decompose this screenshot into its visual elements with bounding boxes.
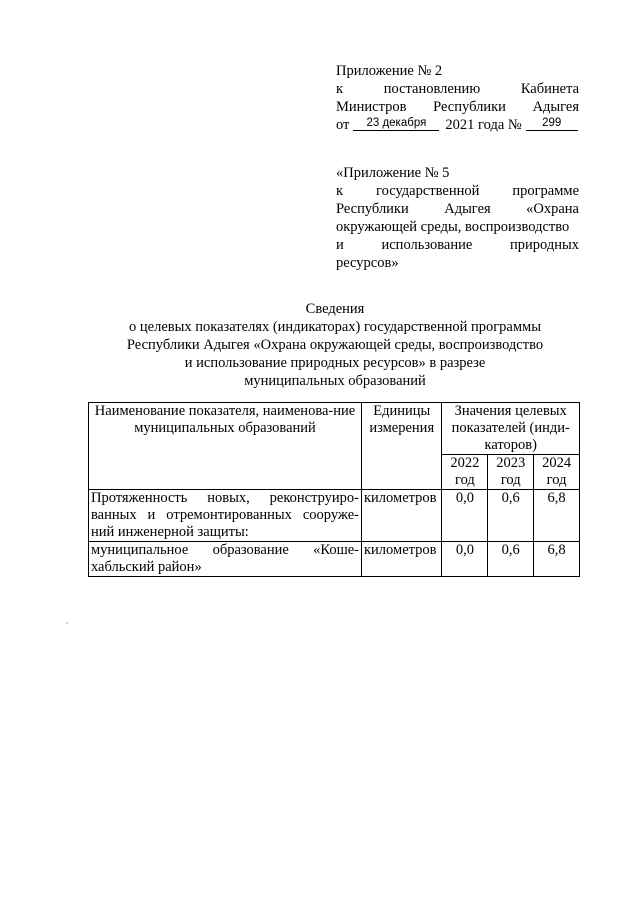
row-unit: километров [362,490,442,542]
heading-line-1: Сведения [305,301,365,317]
header-year-2024: 2024 год [534,455,580,490]
appendix-5-line-4: окружающей среды, воспроизводство [336,219,570,235]
word: программе [512,183,580,199]
row-value-2024: 6,8 [534,542,580,577]
header-year-2023: 2023 год [488,455,534,490]
heading-line-5: муниципальных образований [244,373,426,389]
heading-line-2: о целевых показателях (индикаторах) государственной программы [129,319,541,335]
word: Кабинета [520,81,580,97]
word: Адыгея [532,99,580,115]
row-value-2022: 0,0 [442,490,488,542]
word: «Охрана [526,201,579,217]
from-label: от [336,117,350,133]
appendix-5-title: «Приложение № 5 [336,165,450,181]
appendix-5-line-3 [336,200,579,218]
year-text: 2021 года № [445,117,522,133]
appendix-2-block [336,62,579,134]
row-value-2023: 0,6 [488,542,534,577]
header-units: Единицы измерения [362,403,442,490]
row-value-2024: 6,8 [534,490,580,542]
appendix-5-line-5 [336,236,579,254]
heading-line-4: и использование природных ресурсов» в разрезе [184,355,486,371]
word: к [336,183,344,199]
appendix-5-line-6: ресурсов» [336,255,399,271]
word: природных [510,237,579,253]
row-unit: километров [362,542,442,577]
row-indicator-name: Протяженность новых, реконструиро-ванных и отремонтированных сооруже-ний инженерной защиты: [89,490,362,542]
appendix-5-block [336,164,579,272]
heading-line-3: Республики Адыгея «Охрана окружающей среды, воспроизводство [126,337,544,353]
word: постановлению [383,81,481,97]
table-header-row [89,403,580,455]
appendix-2-date-line [336,116,579,134]
word: использование [381,237,473,253]
word: Республики [433,99,506,115]
appendix-5-line-2 [336,182,579,200]
indicators-table [88,402,580,577]
word: Министров [336,99,407,115]
table-row [89,542,580,577]
row-municipality-name: муниципальное образование «Коше-хабльский район» [89,542,362,577]
header-target-values: Значения целевых показателей (инди-каторов) [442,403,580,455]
date-field: 23 декабря [353,116,439,131]
appendix-2-line-2 [336,80,579,98]
table-row [89,490,580,542]
word: государственной [376,183,480,199]
row-value-2023: 0,6 [488,490,534,542]
word: к [336,81,344,97]
appendix-2-title: Приложение № 2 [336,63,443,79]
document-heading [90,300,580,390]
header-year-2022: 2022 год [442,455,488,490]
word: Адыгея [444,201,491,217]
word: Республики [336,201,409,217]
scan-speck [66,622,68,624]
word: и [336,237,344,253]
header-indicator-name: Наименование показателя, наименова-ние муниципальных образований [89,403,362,490]
appendix-2-line-3 [336,98,579,116]
number-field: 299 [526,116,578,131]
row-value-2022: 0,0 [442,542,488,577]
